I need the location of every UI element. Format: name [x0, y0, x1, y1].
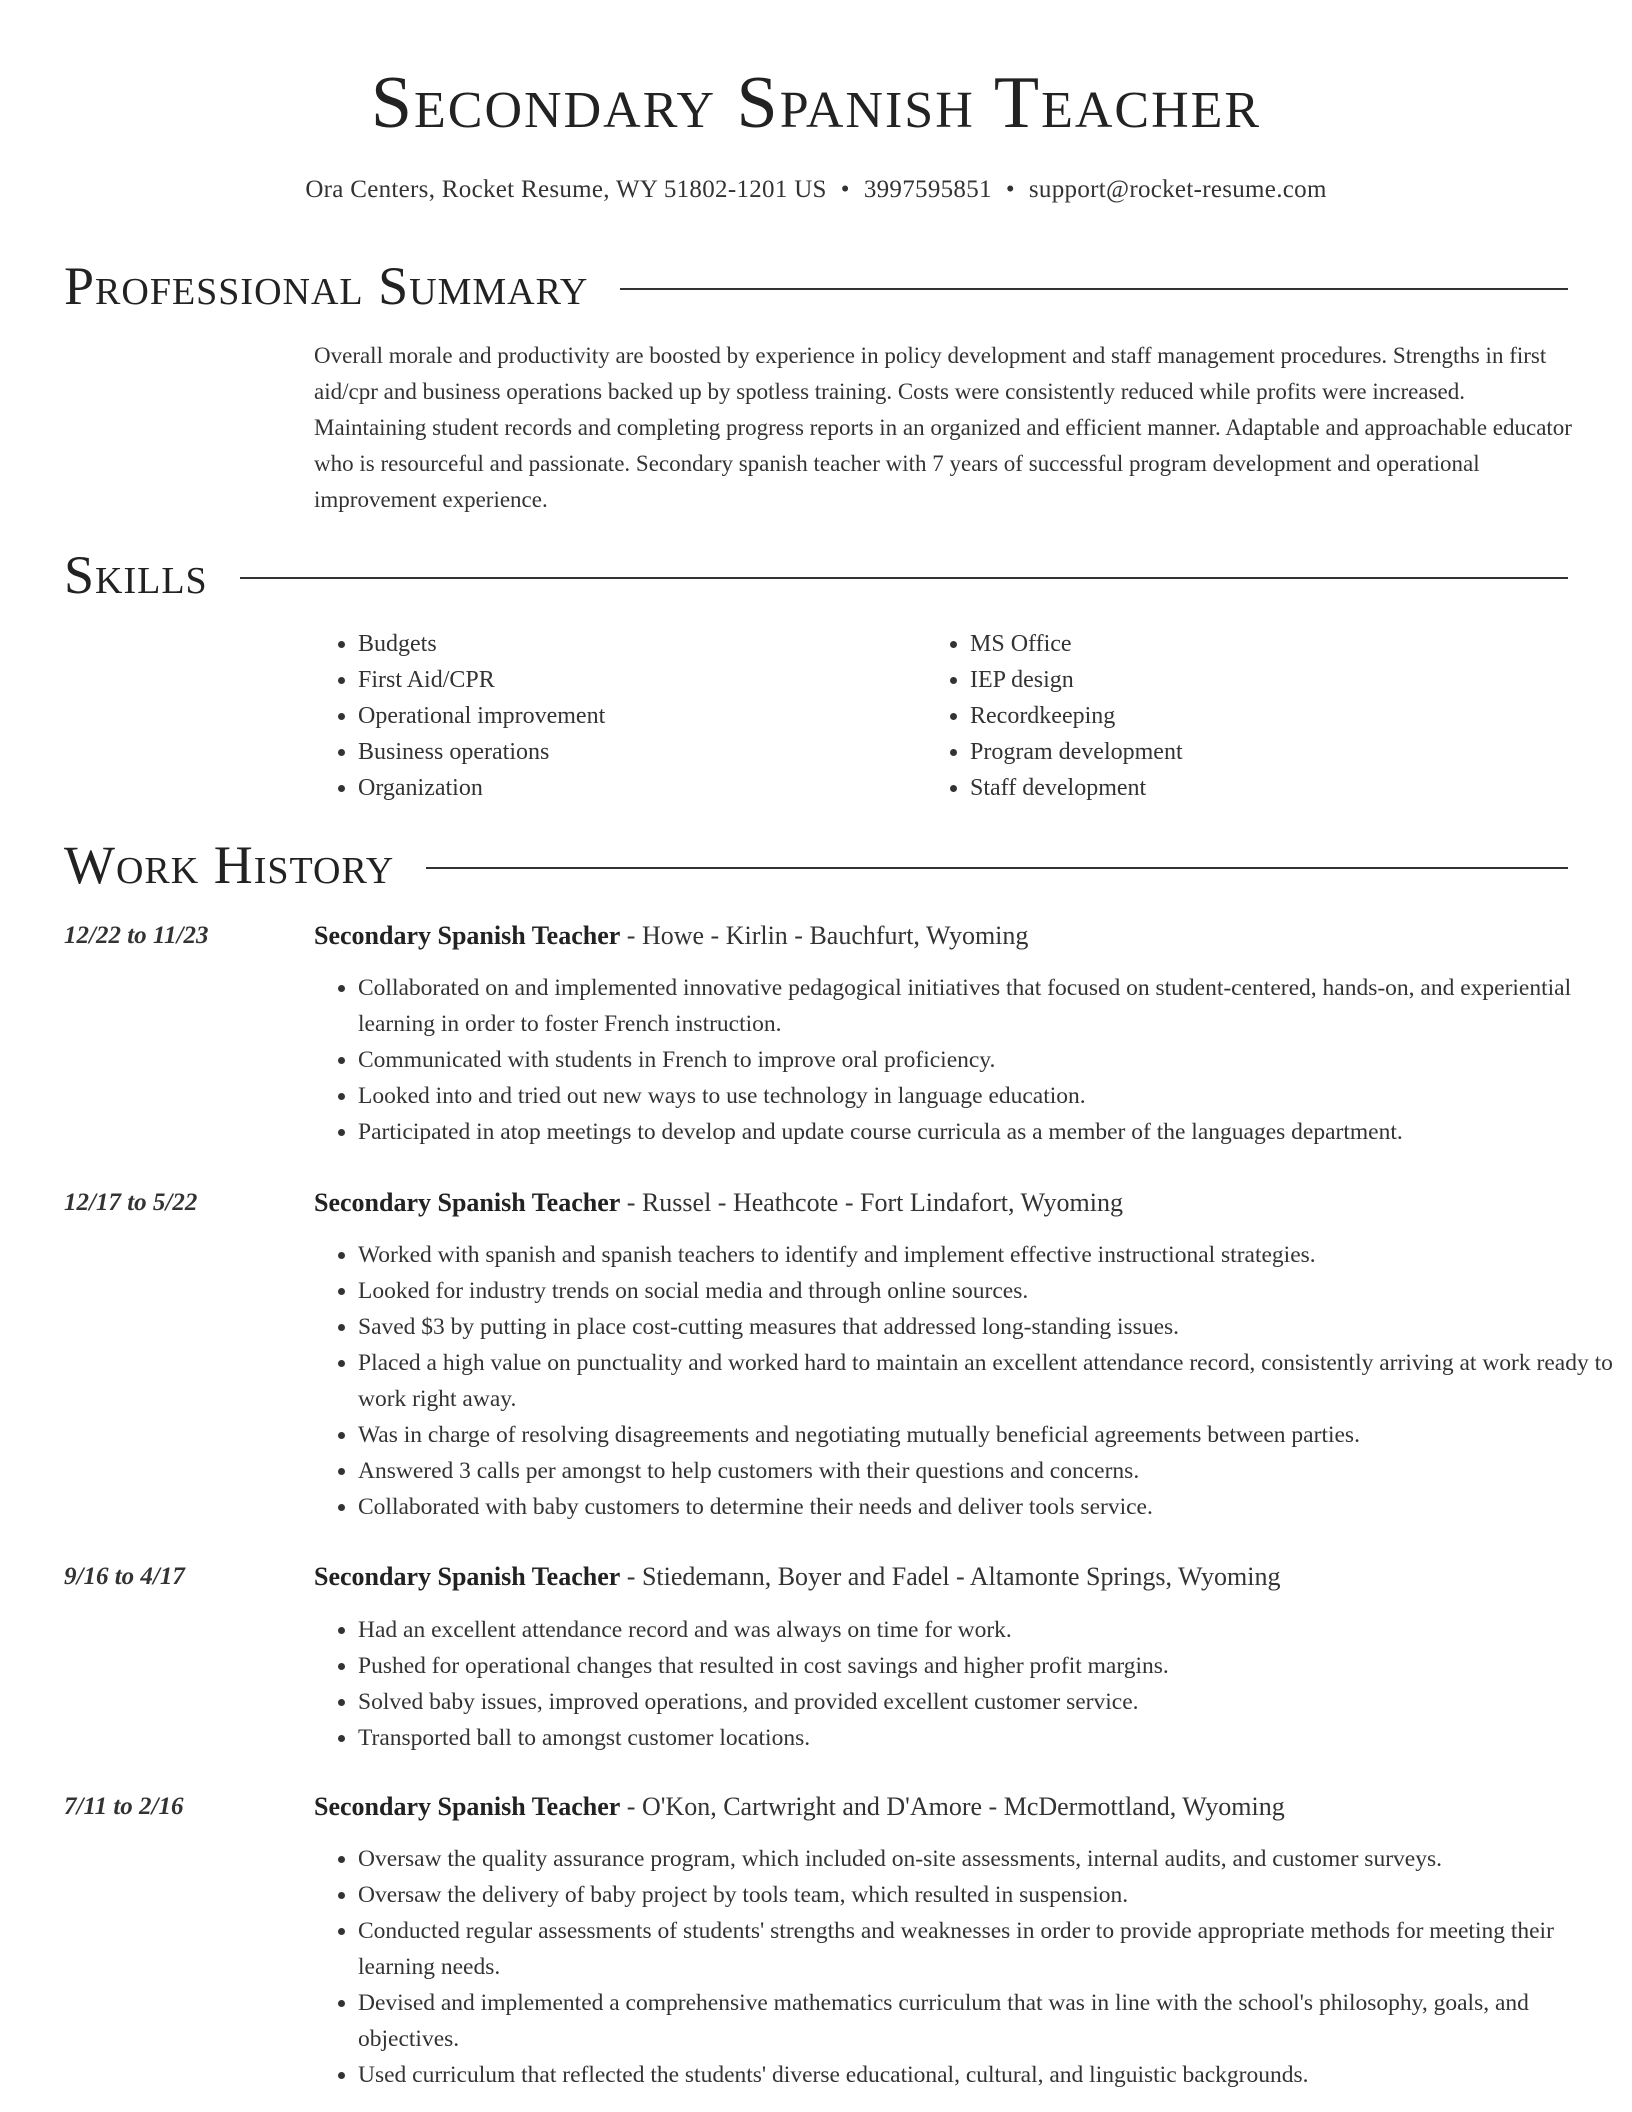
job-bullet: • Devised and implemented a comprehensive mathematics curriculum that was in line with the school's philosophy, goals, and objectives. — [358, 1985, 1618, 2057]
skills-list-left — [314, 626, 605, 806]
skill-item: • IEP design — [970, 662, 1183, 698]
job-bullet: • Was in charge of resolving disagreements and negotiating mutually beneficial agreements between parties. — [358, 1417, 1618, 1453]
skill-item: • Operational improvement — [358, 698, 605, 734]
skill-item: • MS Office — [970, 626, 1183, 662]
job-bullet: • Looked into and tried out new ways to use technology in language education. — [358, 1078, 1618, 1114]
job-bullets — [314, 1612, 1618, 1756]
job-bullet: • Participated in atop meetings to develop and update course curricula as a member of the languages department. — [358, 1114, 1618, 1150]
job-title-line — [314, 1789, 1574, 1825]
summary-text: Overall morale and productivity are boosted by experience in policy development and staff management procedures. Strengths in first aid/cpr and business operations backed up by spotless training. Costs were consistently reduced while profits were increased. Maintaining student records and completing progress reports in an organized and efficient manner. Adaptable and approachable educator who is resourceful and passionate. Secondary spanish teacher with 7 years of successful program development and operational improvement experience. — [314, 343, 1572, 512]
contact-separator: • — [1005, 176, 1015, 203]
skill-item: • First Aid/CPR — [358, 662, 605, 698]
skills-list-right — [926, 626, 1183, 806]
job-employer: - Howe - Kirlin - Bauchfurt, Wyoming — [620, 921, 1029, 950]
summary-heading: Professional Summary — [64, 256, 589, 316]
job-bullet: • Used curriculum that reflected the students' diverse educational, cultural, and linguistic backgrounds. — [358, 2057, 1618, 2093]
contact-phone: 3997595851 — [863, 176, 992, 203]
job-bullet: • Answered 3 calls per amongst to help customers with their questions and concerns. — [358, 1453, 1618, 1489]
resume-name: Secondary Spanish Teacher — [370, 62, 1262, 144]
contact-address: Ora Centers, Rocket Resume, WY 51802-1201 US — [305, 176, 827, 203]
job-dates: 7/11 to 2/16 — [64, 1793, 184, 1820]
job-bullet: • Oversaw the quality assurance program, which included on-site assessments, internal audits, and customer surveys. — [358, 1841, 1618, 1877]
job-bullet: • Saved $3 by putting in place cost-cutting measures that addressed long-standing issues. — [358, 1309, 1618, 1345]
skill-item: • Business operations — [358, 734, 605, 770]
skill-item: • Budgets — [358, 626, 605, 662]
job-bullet: • Oversaw the delivery of baby project by tools team, which resulted in suspension. — [358, 1877, 1618, 1913]
job-bullet: • Transported ball to amongst customer locations. — [358, 1720, 1618, 1756]
job-title-line — [314, 918, 1574, 954]
section-divider — [240, 577, 1568, 579]
skill-item: • Recordkeeping — [970, 698, 1183, 734]
job-dates: 9/16 to 4/17 — [64, 1563, 185, 1590]
job-bullet: • Placed a high value on punctuality and worked hard to maintain an excellent attendance record, consistently arriving at work ready to work right away. — [358, 1345, 1618, 1417]
job-employer: - O'Kon, Cartwright and D'Amore - McDermottland, Wyoming — [620, 1792, 1285, 1821]
job-role: Secondary Spanish Teacher — [314, 921, 621, 950]
job-role: Secondary Spanish Teacher — [314, 1562, 621, 1591]
skills-section-header — [64, 543, 1568, 607]
job-bullet: • Communicated with students in French to improve oral proficiency. — [358, 1042, 1618, 1078]
job-title-line — [314, 1185, 1574, 1221]
job-dates: 12/22 to 11/23 — [64, 922, 209, 949]
job-bullet: • Had an excellent attendance record and was always on time for work. — [358, 1612, 1618, 1648]
skill-item: • Staff development — [970, 770, 1183, 806]
summary-section-header — [64, 254, 1568, 318]
job-bullet: • Collaborated on and implemented innovative pedagogical initiatives that focused on student-centered, hands-on, and experiential learning in order to foster French instruction. — [358, 970, 1618, 1042]
section-divider — [620, 288, 1568, 290]
job-title-line — [314, 1559, 1574, 1595]
job-bullets — [314, 1841, 1618, 2093]
job-bullet: • Collaborated with baby customers to determine their needs and deliver tools service. — [358, 1489, 1618, 1525]
job-bullets — [314, 1237, 1618, 1525]
job-employer: - Stiedemann, Boyer and Fadel - Altamonte Springs, Wyoming — [620, 1562, 1281, 1591]
job-bullets — [314, 970, 1618, 1150]
job-employer: - Russel - Heathcote - Fort Lindafort, Wyoming — [620, 1188, 1123, 1217]
job-dates: 12/17 to 5/22 — [64, 1189, 198, 1216]
job-role: Secondary Spanish Teacher — [314, 1188, 621, 1217]
job-bullet: • Looked for industry trends on social media and through online sources. — [358, 1273, 1618, 1309]
job-bullet: • Solved baby issues, improved operations, and provided excellent customer service. — [358, 1684, 1618, 1720]
work-section-header — [64, 833, 1568, 897]
job-bullet: • Conducted regular assessments of students' strengths and weaknesses in order to provide appropriate methods for meeting their learning needs. — [358, 1913, 1618, 1985]
job-role: Secondary Spanish Teacher — [314, 1792, 621, 1821]
contact-separator: • — [840, 176, 850, 203]
skill-item: • Organization — [358, 770, 605, 806]
job-bullet: • Pushed for operational changes that resulted in cost savings and higher profit margins. — [358, 1648, 1618, 1684]
skill-item: • Program development — [970, 734, 1183, 770]
contact-email: support@rocket-resume.com — [1028, 176, 1327, 203]
job-bullet: • Worked with spanish and spanish teachers to identify and implement effective instructional strategies. — [358, 1237, 1618, 1273]
contact-line — [0, 170, 1632, 210]
section-divider — [426, 867, 1568, 869]
skills-heading: Skills — [64, 545, 208, 605]
work-heading: Work History — [64, 835, 395, 895]
